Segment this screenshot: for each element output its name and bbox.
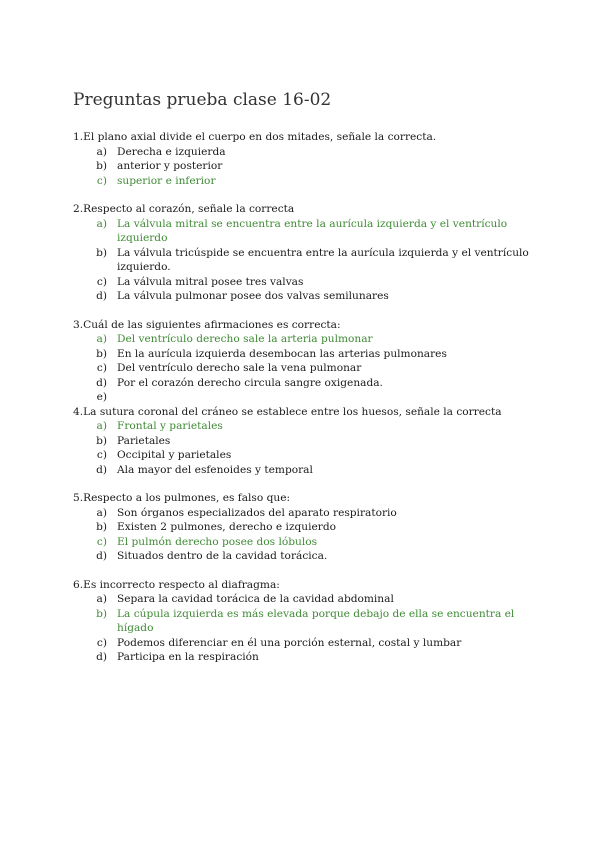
- option-letter: c): [96, 275, 107, 288]
- option-text: El pulmón derecho posee dos lóbulos: [117, 535, 318, 548]
- option-text: En la aurícula izquierda desembocan las arterias pulmonares: [117, 347, 447, 360]
- options-list: [73, 332, 533, 405]
- option-text: [117, 390, 533, 405]
- option-text: Del ventrículo derecho sale la vena pulmonar: [117, 362, 362, 374]
- option-text: Separa la cavidad torácica de la cavidad abdominal: [117, 593, 394, 605]
- option: [73, 463, 533, 478]
- correct-option: [73, 174, 533, 189]
- question-text: 5.Respecto a los pulmones, es falso que:: [73, 492, 291, 504]
- option-letter: a): [96, 506, 107, 519]
- option-text: La válvula tricúspide se encuentra entre la aurícula izquierda y el ventrículo izquierdo.: [117, 246, 529, 273]
- option-letter: e): [96, 391, 107, 403]
- option: [73, 159, 533, 174]
- option-text: Derecha e izquierda: [117, 145, 226, 158]
- option: [73, 520, 533, 535]
- option: [73, 390, 533, 405]
- option-letter: c): [96, 174, 107, 187]
- option-text: Podemos diferenciar en él una porción esternal, costal y lumbar: [117, 636, 462, 649]
- option-letter: d): [96, 290, 107, 302]
- page-title: Preguntas prueba clase 16-02: [73, 90, 332, 110]
- option-letter: b): [96, 160, 107, 172]
- question-list: [73, 130, 533, 679]
- option-text: Son órganos especializados del aparato respiratorio: [117, 506, 397, 519]
- option: [73, 549, 533, 564]
- options-list: [73, 217, 533, 304]
- question-5: [73, 491, 533, 564]
- option: [73, 145, 533, 160]
- options-list: [73, 145, 533, 189]
- option-letter: b): [96, 607, 107, 620]
- option: [73, 650, 533, 665]
- question-4: [73, 405, 533, 478]
- option: [73, 376, 533, 391]
- option-letter: a): [96, 217, 107, 230]
- option-letter: a): [96, 593, 107, 605]
- option: [73, 434, 533, 449]
- correct-option: [73, 535, 533, 550]
- option-letter: d): [96, 463, 107, 476]
- option-letter: b): [96, 521, 107, 533]
- option-text: Participa en la respiración: [117, 651, 259, 663]
- options-list: [73, 506, 533, 564]
- options-list: [73, 592, 533, 665]
- option: [73, 246, 533, 275]
- option-text: La válvula mitral posee tres valvas: [117, 275, 304, 288]
- option-letter: a): [96, 333, 107, 345]
- correct-option: [73, 419, 533, 434]
- option-text: superior e inferior: [117, 174, 216, 187]
- option-letter: b): [96, 246, 107, 259]
- options-list: [73, 419, 533, 477]
- option-text: Del ventrículo derecho sale la arteria pulmonar: [117, 333, 373, 345]
- option-letter: d): [96, 550, 107, 562]
- question-2: [73, 202, 533, 304]
- option-text: Occipital y parietales: [117, 449, 232, 461]
- question-1: [73, 130, 533, 188]
- option-letter: b): [96, 347, 107, 360]
- option-letter: c): [96, 362, 107, 374]
- option-letter: a): [96, 145, 107, 158]
- option-text: Situados dentro de la cavidad torácica.: [117, 550, 328, 562]
- option: [73, 592, 533, 607]
- correct-option: [73, 607, 533, 636]
- question-text: 4.La sutura coronal del cráneo se establece entre los huesos, señale la correcta: [73, 405, 502, 418]
- correct-option: [73, 217, 533, 246]
- correct-option: [73, 332, 533, 347]
- option-text: anterior y posterior: [117, 160, 223, 172]
- option: [73, 448, 533, 463]
- option-text: La cúpula izquierda es más elevada porque debajo de ella se encuentra el hígado: [117, 607, 515, 634]
- question-text: 3.Cuál de las siguientes afirmaciones es correcta:: [73, 318, 341, 331]
- option-letter: a): [96, 420, 107, 432]
- option: [73, 347, 533, 362]
- option: [73, 506, 533, 521]
- question-3: [73, 318, 533, 405]
- option-text: La válvula pulmonar posee dos valvas semilunares: [117, 290, 389, 302]
- option-letter: c): [96, 535, 107, 548]
- option-letter: c): [96, 636, 107, 649]
- option: [73, 275, 533, 290]
- option-letter: c): [96, 449, 107, 461]
- option-text: Frontal y parietales: [117, 420, 223, 432]
- question-6: [73, 578, 533, 665]
- option-letter: d): [96, 651, 107, 663]
- option-text: Parietales: [117, 434, 171, 447]
- option-text: Por el corazón derecho circula sangre oxigenada.: [117, 376, 383, 389]
- question-text: 6.Es incorrecto respecto al diafragma:: [73, 578, 280, 591]
- option-text: La válvula mitral se encuentra entre la aurícula izquierda y el ventrículo izquierdo: [117, 217, 508, 244]
- question-text: 1.El plano axial divide el cuerpo en dos mitades, señale la correcta.: [73, 131, 437, 143]
- option: [73, 636, 533, 651]
- option: [73, 289, 533, 304]
- option: [73, 361, 533, 376]
- option-letter: d): [96, 376, 107, 389]
- question-text: 2.Respecto al corazón, señale la correcta: [73, 203, 295, 215]
- option-text: Existen 2 pulmones, derecho e izquierdo: [117, 521, 337, 533]
- option-letter: b): [96, 434, 107, 447]
- option-text: Ala mayor del esfenoides y temporal: [117, 463, 313, 476]
